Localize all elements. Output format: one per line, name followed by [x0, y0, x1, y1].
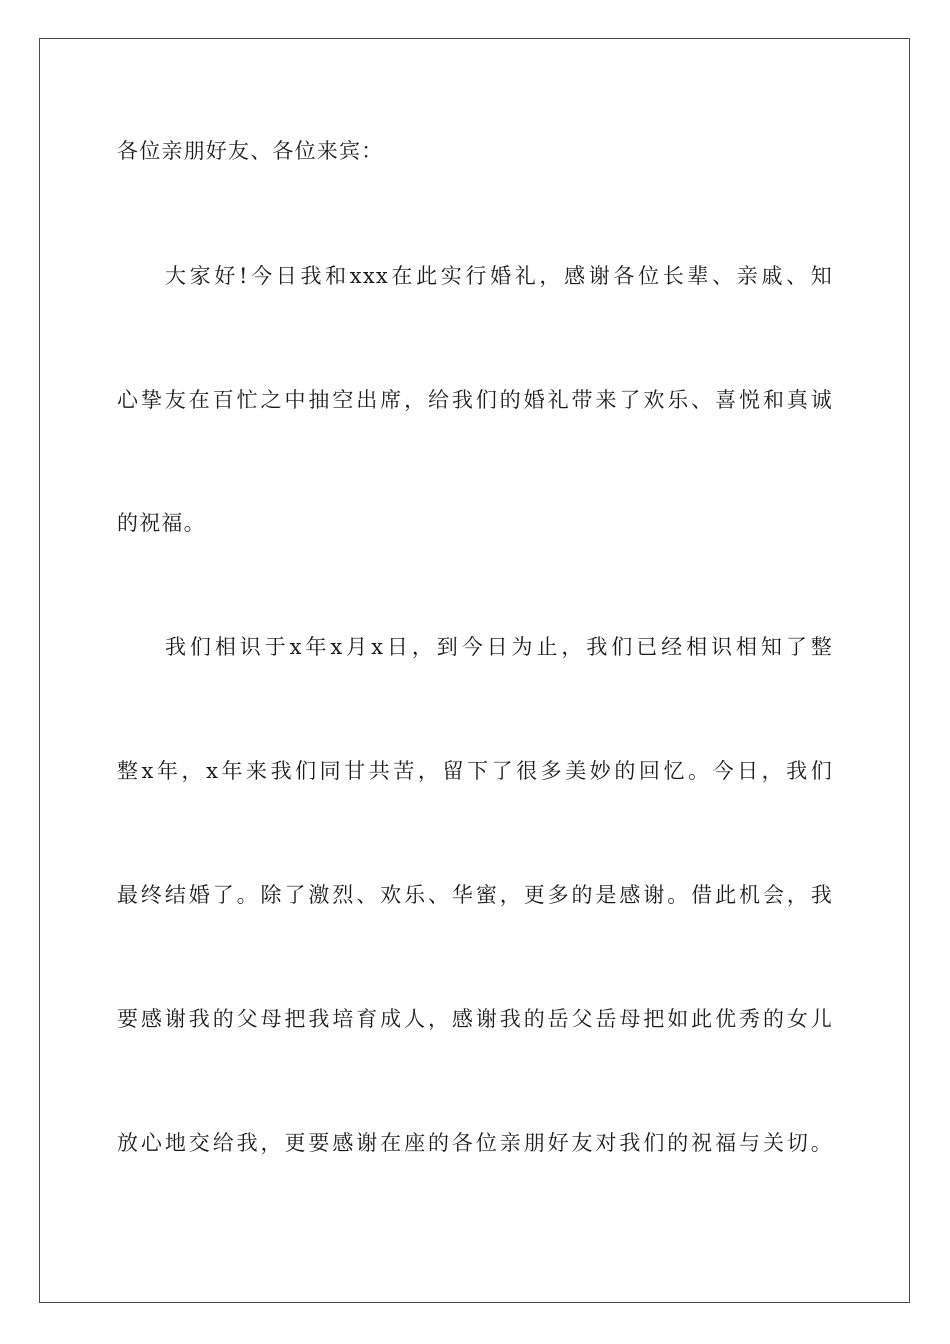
- paragraph-2-line-2: 整x年，x年来我们同甘共苦，留下了很多美妙的回忆。今日，我们: [117, 759, 833, 783]
- paragraph-2-line-5: 放心地交给我，更要感谢在座的各位亲朋好友对我们的祝福与关切。: [117, 1131, 833, 1155]
- page-border: [39, 38, 910, 1303]
- paragraph-2-line-3: 最终结婚了。除了激烈、欢乐、华蜜，更多的是感谢。借此机会，我: [117, 883, 833, 907]
- salutation: 各位亲朋好友、各位来宾：: [117, 139, 384, 163]
- paragraph-2-line-4: 要感谢我的父母把我培育成人，感谢我的岳父岳母把如此优秀的女儿: [117, 1007, 833, 1031]
- paragraph-1-line-1: 大家好!今日我和xxx在此实行婚礼，感谢各位长辈、亲戚、知: [165, 264, 833, 288]
- paragraph-1-line-2: 心挚友在百忙之中抽空出席，给我们的婚礼带来了欢乐、喜悦和真诚: [117, 388, 833, 412]
- paragraph-2-line-1: 我们相识于x年x月x日，到今日为止，我们已经相识相知了整: [165, 635, 833, 659]
- paragraph-1-line-3: 的祝福。: [117, 511, 206, 535]
